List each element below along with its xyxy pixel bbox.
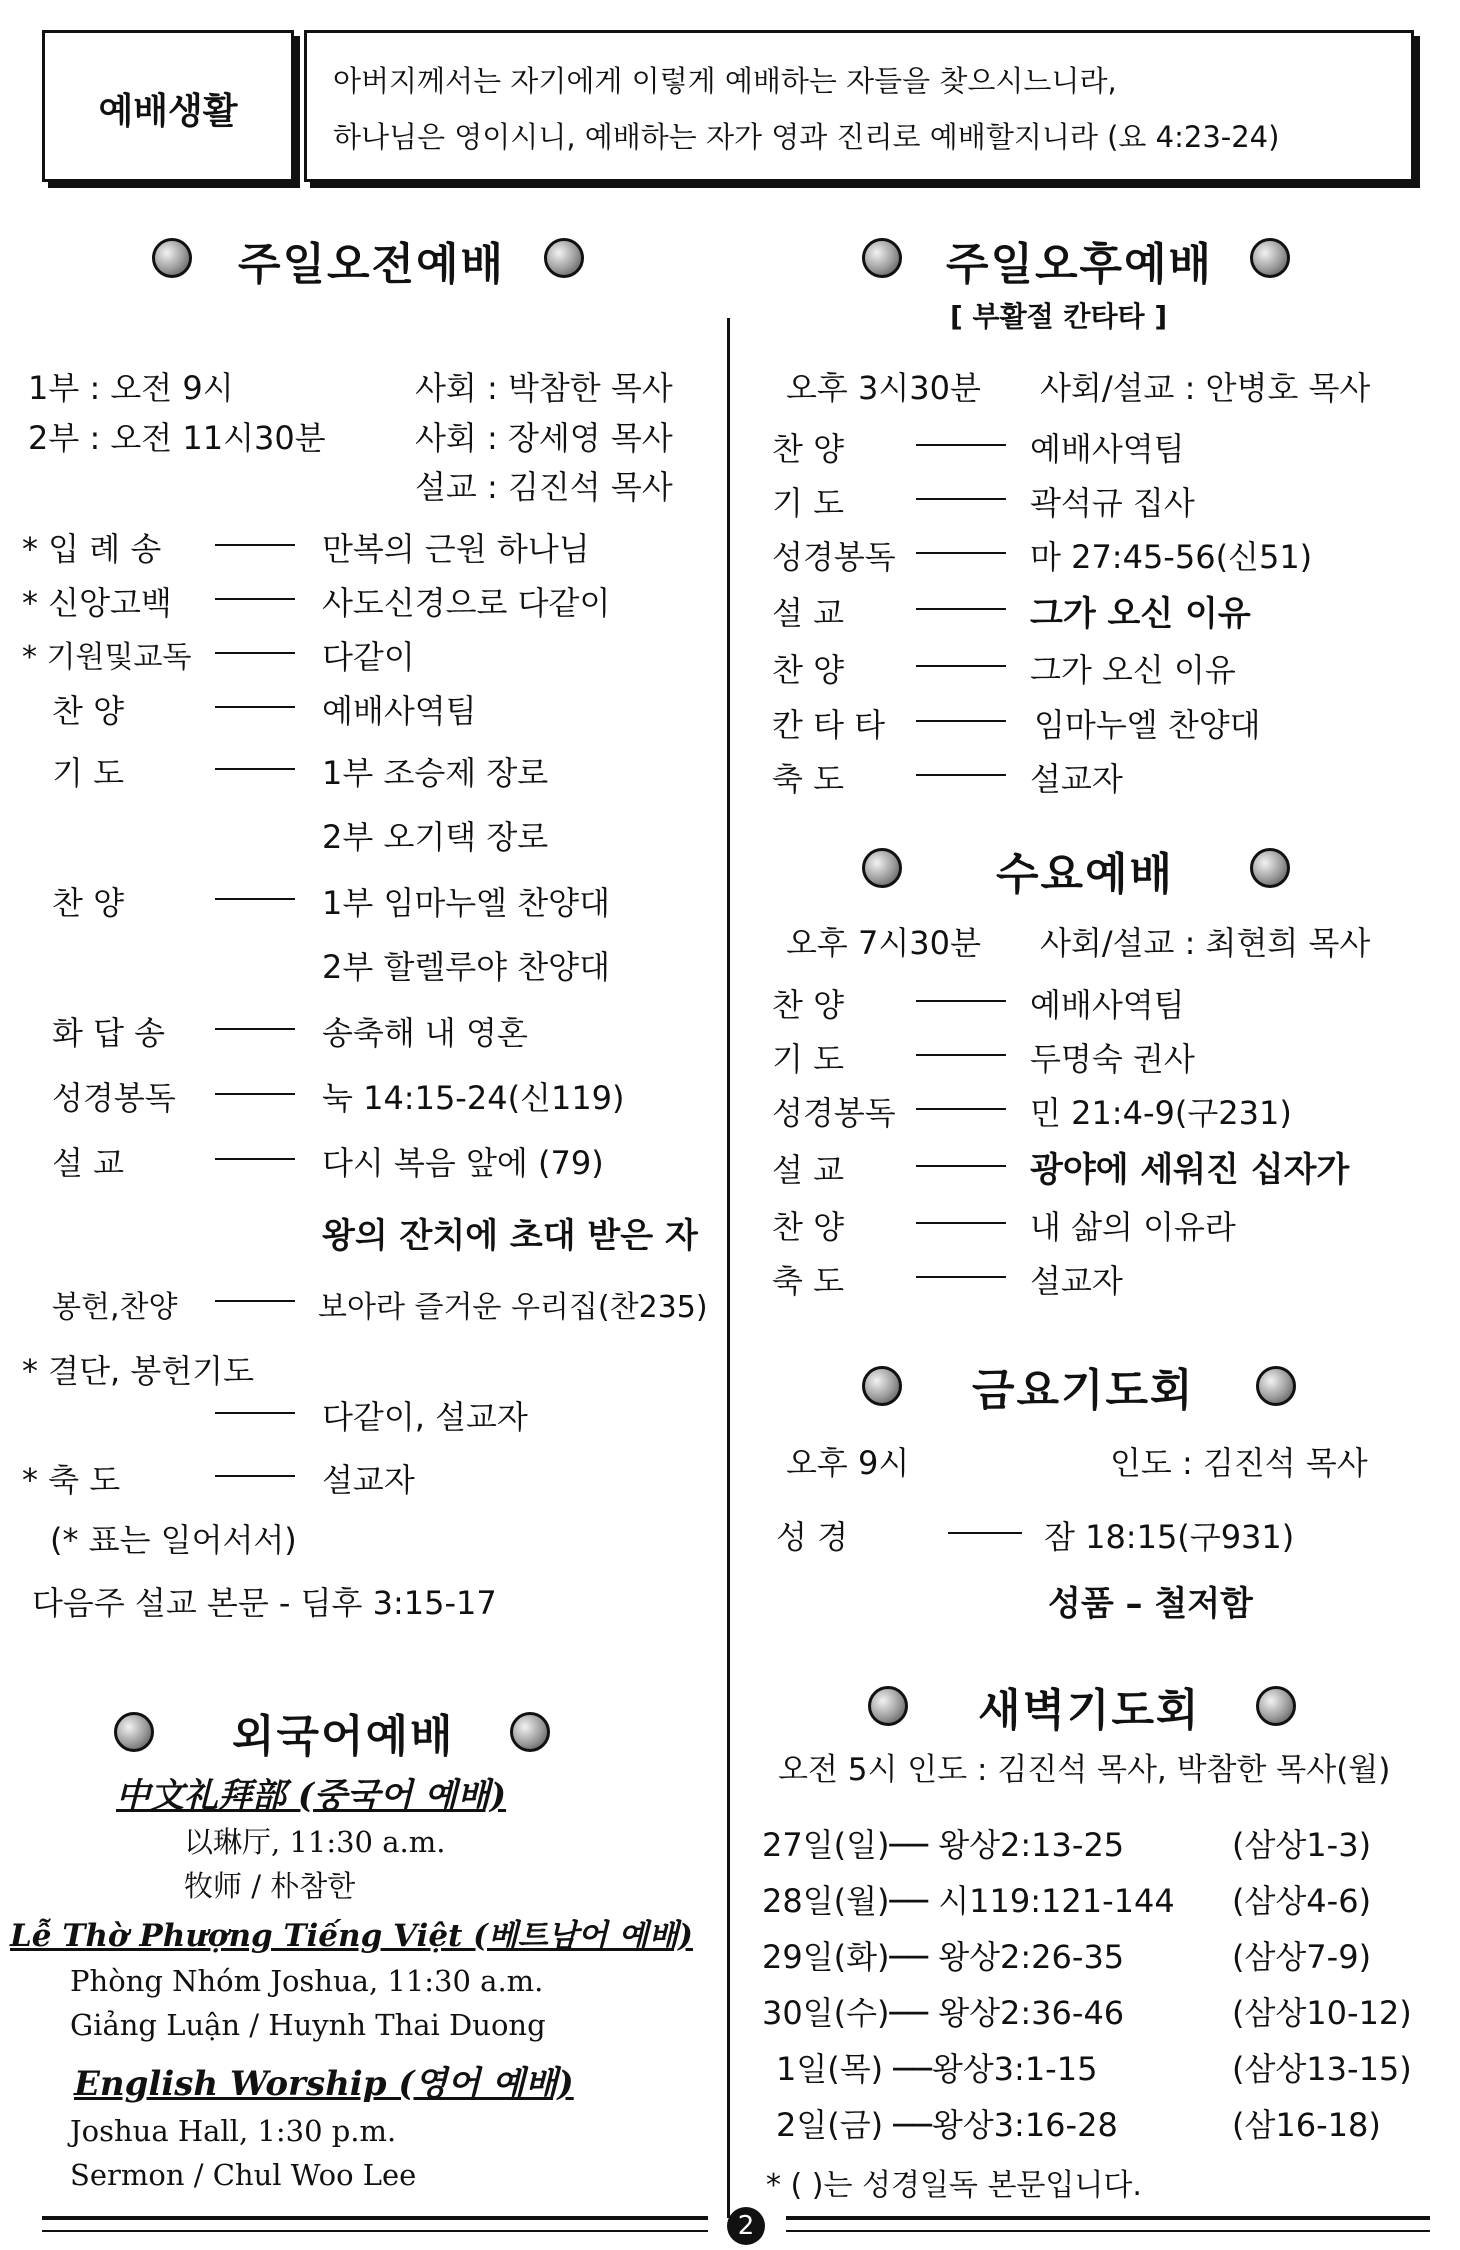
order-label: 설 교 — [772, 594, 844, 632]
dawn-row-ref: (삼상7-9) — [1232, 1938, 1372, 1976]
order-label: 성경봉독 — [52, 1079, 176, 1117]
order-value: 사도신경으로 다같이 — [322, 584, 611, 622]
footer-rule — [786, 2230, 1430, 2232]
sunday-pm-title: 주일오후예배 — [946, 239, 1214, 290]
friday-title: 금요기도회 — [972, 1365, 1195, 1416]
header-verse-box — [304, 30, 1414, 182]
bullet-icon — [544, 238, 584, 278]
order-label: * 입 례 송 — [22, 530, 162, 568]
order-value: 만복의 근원 하나님 — [322, 530, 590, 568]
order-label: 축 도 — [772, 760, 844, 798]
order-value: 설교자 — [1030, 760, 1123, 798]
header-verse-line1: 아버지께서는 자기에게 이렇게 예배하는 자들을 찾으시느니라, — [333, 64, 1117, 98]
order-value: 2부 오기택 장로 — [322, 818, 549, 856]
order-value: 그가 오신 이유 — [1030, 594, 1251, 634]
friday-sermon: 성품 – 철저함 — [1048, 1584, 1253, 1624]
friday-scripture-label: 성 경 — [776, 1518, 848, 1556]
leader-line — [215, 544, 295, 546]
leader-line — [916, 1108, 1006, 1110]
leader-line — [215, 768, 295, 770]
order-label: 설 교 — [52, 1144, 124, 1182]
sunday-am-service2: 2부 : 오전 11시30분 — [28, 419, 326, 457]
wednesday-title: 수요예배 — [996, 849, 1175, 900]
order-value: 1부 조승제 장로 — [322, 754, 549, 792]
leader-line — [916, 665, 1006, 667]
order-value: 1부 임마누엘 찬양대 — [322, 884, 610, 922]
dawn-row: 29일(화)── 왕상2:26-35 — [762, 1938, 1125, 1976]
bullet-icon — [1250, 238, 1290, 278]
friday-leader: 인도 : 김진석 목사 — [1110, 1444, 1368, 1482]
sunday-am-service1: 1부 : 오전 9시 — [28, 369, 234, 407]
order-label: 칸 타 타 — [772, 706, 886, 744]
leader-line — [215, 652, 295, 654]
order-label: * 신앙고백 — [22, 584, 172, 622]
dawn-info: 오전 5시 인도 : 김진석 목사, 박참한 목사(월) — [778, 1752, 1391, 1788]
order-value: 눅 14:15-24(신119) — [322, 1079, 625, 1117]
dawn-row-ref: (삼상10-12) — [1232, 1994, 1412, 2032]
order-value: 내 삶의 이유라 — [1030, 1208, 1236, 1246]
english-service-place: Joshua Hall, 1:30 p.m. — [70, 2114, 397, 2148]
header-verse-line2: 하나님은 영이시니, 예배하는 자가 영과 진리로 예배할지니라 (요 4:23-24) — [333, 120, 1280, 154]
footer-rule — [42, 2230, 708, 2232]
order-value: 그가 오신 이유 — [1030, 651, 1236, 689]
leader-line — [215, 598, 295, 600]
leader-line — [215, 1412, 295, 1414]
order-label: 찬 양 — [52, 692, 124, 730]
order-label: 찬 양 — [772, 986, 844, 1024]
leader-line — [215, 706, 295, 708]
next-week-sermon: 다음주 설교 본문 - 딤후 3:15-17 — [32, 1584, 497, 1622]
bullet-icon — [862, 848, 902, 888]
order-label: 기 도 — [52, 754, 124, 792]
order-value: 두명숙 권사 — [1030, 1040, 1195, 1078]
chinese-service-place: 以琳厅, 11:30 a.m. — [184, 1825, 446, 1859]
order-value: 임마누엘 찬양대 — [1034, 706, 1261, 744]
wednesday-host: 사회/설교 : 최현희 목사 — [1040, 924, 1371, 962]
sunday-pm-host: 사회/설교 : 안병호 목사 — [1040, 369, 1371, 407]
chinese-service-title: 中文礼拜部 (중국어 예배) — [116, 1776, 507, 1816]
leader-line — [916, 1000, 1006, 1002]
leader-line — [916, 1165, 1006, 1167]
leader-line — [916, 552, 1006, 554]
dawn-row: 28일(월)── 시119:121-144 — [762, 1882, 1175, 1920]
wednesday-time: 오후 7시30분 — [786, 924, 981, 962]
order-label: 찬 양 — [772, 1208, 844, 1246]
order-label: 찬 양 — [772, 651, 844, 689]
leader-line — [215, 1300, 295, 1302]
order-label: 성경봉독 — [772, 1094, 896, 1132]
sunday-pm-time: 오후 3시30분 — [786, 369, 981, 407]
order-value: 예배사역팀 — [322, 692, 477, 730]
sunday-am-title: 주일오전예배 — [238, 239, 506, 290]
sunday-pm-subtitle: [ 부활절 칸타타 ] — [950, 300, 1168, 333]
leader-line — [948, 1532, 1022, 1534]
footer-rule — [42, 2216, 708, 2220]
leader-line — [215, 1093, 295, 1095]
standing-note: (* 표는 일어서서) — [50, 1521, 297, 1559]
sunday-am-preacher: 설교 : 김진석 목사 — [415, 468, 673, 506]
english-service-title: English Worship (영어 예배) — [74, 2064, 574, 2104]
order-label: * 축 도 — [22, 1461, 121, 1499]
order-value: 설교자 — [1030, 1262, 1123, 1300]
chinese-service-pastor: 牧师 / 朴참한 — [184, 1869, 356, 1903]
order-value: 설교자 — [322, 1461, 415, 1499]
leader-line — [916, 498, 1006, 500]
order-label: 성경봉독 — [772, 538, 896, 576]
foreign-title: 외국어예배 — [232, 1711, 455, 1762]
leader-line — [916, 1054, 1006, 1056]
leader-line — [215, 898, 295, 900]
order-value: 다같이 — [322, 638, 415, 676]
dawn-row: 2일(금) ──왕상3:16-28 — [776, 2106, 1118, 2144]
order-label: 설 교 — [772, 1151, 844, 1189]
bullet-icon — [868, 1686, 908, 1726]
friday-time: 오후 9시 — [786, 1444, 910, 1482]
bullet-icon — [1256, 1686, 1296, 1726]
dawn-row: 27일(일)── 왕상2:13-25 — [762, 1826, 1125, 1864]
header-label-box — [42, 30, 294, 182]
english-service-pastor: Sermon / Chul Woo Lee — [70, 2158, 417, 2192]
order-value: 곽석규 집사 — [1030, 484, 1195, 522]
leader-line — [215, 1158, 295, 1160]
friday-scripture: 잠 18:15(구931) — [1044, 1518, 1295, 1556]
order-value: 광야에 세워진 십자가 — [1030, 1150, 1350, 1190]
leader-line — [215, 1028, 295, 1030]
order-value: 예배사역팀 — [1030, 986, 1185, 1024]
order-value: 민 21:4-9(구231) — [1030, 1094, 1292, 1132]
dawn-row: 1일(목) ──왕상3:1-15 — [776, 2050, 1098, 2088]
vietnamese-service-place: Phòng Nhóm Joshua, 11:30 a.m. — [70, 1964, 544, 1998]
dawn-note: * ( )는 성경일독 본문입니다. — [766, 2168, 1142, 2203]
bullet-icon — [862, 238, 902, 278]
leader-line — [916, 608, 1006, 610]
order-label: * 결단, 봉헌기도 — [22, 1352, 254, 1390]
order-label: 축 도 — [772, 1262, 844, 1300]
order-value: 2부 할렐루야 찬양대 — [322, 948, 610, 986]
footer-rule — [786, 2216, 1430, 2220]
column-divider — [727, 318, 730, 2218]
leader-line — [916, 1222, 1006, 1224]
order-label: * 기원및교독 — [22, 640, 192, 675]
dawn-row-ref: (삼상1-3) — [1232, 1826, 1372, 1864]
sunday-am-host1: 사회 : 박참한 목사 — [415, 369, 673, 407]
dawn-title: 새벽기도회 — [978, 1685, 1201, 1736]
order-label: 봉헌,찬양 — [52, 1290, 178, 1325]
vietnamese-service-title: Lễ Thờ Phượng Tiếng Việt (베트남어 예배) — [10, 1918, 693, 1954]
leader-line — [916, 1276, 1006, 1278]
leader-line — [916, 720, 1006, 722]
order-label: 찬 양 — [772, 430, 844, 468]
dawn-row-ref: (삼상4-6) — [1232, 1882, 1372, 1920]
bullet-icon — [1256, 1366, 1296, 1406]
order-label: 기 도 — [772, 484, 844, 522]
bullet-icon — [862, 1366, 902, 1406]
leader-line — [916, 444, 1006, 446]
dawn-row-ref: (삼상13-15) — [1232, 2050, 1412, 2088]
vietnamese-service-pastor: Giảng Luận / Huynh Thai Duong — [70, 2008, 546, 2042]
order-value: 보아라 즐거운 우리집(찬235) — [318, 1290, 708, 1325]
bullet-icon — [152, 238, 192, 278]
order-value: 다같이, 설교자 — [322, 1398, 528, 1436]
order-value: 예배사역팀 — [1030, 430, 1185, 468]
leader-line — [916, 774, 1006, 776]
sunday-am-host2: 사회 : 장세영 목사 — [415, 419, 673, 457]
sermon-title: 왕의 잔치에 초대 받은 자 — [322, 1216, 698, 1256]
order-value: 다시 복음 앞에 (79) — [322, 1144, 604, 1182]
bullet-icon — [510, 1712, 550, 1752]
leader-line — [215, 1475, 295, 1477]
order-label: 기 도 — [772, 1040, 844, 1078]
dawn-row: 30일(수)── 왕상2:36-46 — [762, 1994, 1125, 2032]
order-value: 송축해 내 영혼 — [322, 1014, 528, 1052]
bullet-icon — [1250, 848, 1290, 888]
bullet-icon — [114, 1712, 154, 1752]
header-label: 예배생활 — [98, 91, 238, 132]
order-value: 마 27:45-56(신51) — [1030, 538, 1313, 576]
page-number: 2 — [727, 2207, 765, 2245]
order-label: 화 답 송 — [52, 1014, 166, 1052]
dawn-row-ref: (삼16-18) — [1232, 2106, 1381, 2144]
order-label: 찬 양 — [52, 884, 124, 922]
